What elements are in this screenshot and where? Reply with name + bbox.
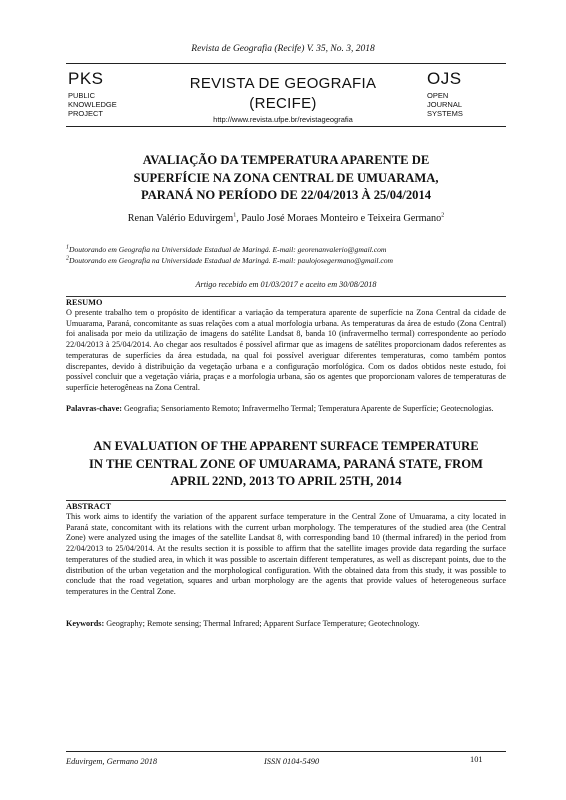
affiliation-2-text: Doutorando em Geografia na Universidade Estadual de Maringá. E-mail: paulojosegermano@gmail.com — [69, 256, 393, 265]
pkp-logo-line: PROJECT — [68, 109, 104, 118]
ojs-logo-text: OJS — [427, 69, 462, 88]
abstract-body — [66, 512, 506, 598]
resumo-top-rule — [66, 296, 506, 297]
abstract-heading: ABSTRACT — [66, 502, 112, 511]
article-title-en — [66, 438, 506, 491]
ojs-logo-line: SYSTEMS — [427, 109, 463, 118]
article-title-pt — [66, 152, 506, 205]
journal-name — [160, 74, 406, 114]
header-bottom-rule — [66, 126, 506, 127]
abstract-top-rule — [66, 500, 506, 501]
resumo-keywords — [66, 404, 506, 415]
resumo-keywords-text: Geografia; Sensoriamento Remoto; Infravermelho Termal; Temperatura Aparente de Superfície; Geotecnologias. — [121, 404, 494, 413]
footer-rule — [66, 751, 506, 752]
authors-line — [66, 213, 506, 224]
abstract-keywords-label: Keywords: — [66, 619, 105, 628]
title-pt-line: AVALIAÇÃO DA TEMPERATURA APARENTE DE — [142, 153, 430, 167]
resumo-keywords-label: Palavras-chave: — [66, 404, 122, 413]
author-2: , Paulo José Moraes Monteiro e Teixeira Germano — [236, 213, 442, 224]
affiliation-1-sup: 1 — [66, 244, 69, 251]
pkp-logo — [68, 70, 117, 118]
title-en-line: AN EVALUATION OF THE APPARENT SURFACE TEMPERATURE — [93, 439, 479, 453]
abstract-keywords-text: Geography; Remote sensing; Thermal Infrared; Apparent Surface Temperature; Geotechnology. — [104, 619, 420, 628]
abstract-text: This work aims to identify the variation of the apparent surface temperature in the Central Zone of Umuarama, a city located in Paraná state, concomitant with its relations with the current urban morphology. The temperatures of the studied area (the Central Zone) were analyzed using the images of the satellite Landsat 8, with corresponding band 10 (thermal infrared) in the period from 22/04/2013 to 25/04/2014. At the results section it is possible to affirm that the satellite images provide data regarding the surface temperatures of the studied area, in which it was possible to ascertain different temperatures, as well as discrepant points, due to the distribution of the urban vegetation and the morphological configuration. With the obtained data from this study, it was possible to conclude that the road vegetation, squares and urban morphology are the agents that provide values of heterogeneous surface temperatures in the Central Zone. — [66, 512, 506, 596]
author-2-sup: 2 — [441, 212, 445, 219]
pkp-logo-line: PUBLIC — [68, 91, 96, 100]
ojs-logo-line: JOURNAL — [427, 100, 463, 109]
affiliation-1-text: Doutorando em Geografia na Universidade Estadual de Maringá. E-mail: georenanvalerio@gmail.com — [69, 245, 387, 254]
resumo-text: O presente trabalho tem o propósito de identificar a variação da temperatura aparente de superfície na Zona Central da cidade de Umuarama, Paraná, concomitante as suas relações com a atual morfologia urbana. As temperaturas da área de estudo (Zona Central) foi analisada por meio da utilização de imagens do satélite Landsat 8, banda 10 (infravermelho termal) correspondente ao período 22/04/2013 à 25/04/2014. Ao chegar aos resultados é possível afirmar que as imagens de satélites proporcionam dados referentes as temperaturas de superfícies da área estudada, na qual foi possível averiguar diferentes temperaturas, como também pontos discrepantes, devido à distribuição da vegetação urbana e a configuração morfológica. Com os dados obtidos neste estudo, foi possível concluir que a vegetação viária, praças e a morfologia urbana, são os agentes que proporcionam valores de temperaturas de superfície heterogêneas na Zona Central. — [66, 308, 506, 392]
abstract-keywords — [66, 619, 506, 630]
pkp-logo-line: KNOWLEDGE — [68, 100, 117, 109]
title-en-line: IN THE CENTRAL ZONE OF UMUARAMA, PARANÁ STATE, FROM — [89, 456, 483, 471]
resumo-body — [66, 308, 506, 394]
title-pt-line: SUPERFÍCIE NA ZONA CENTRAL DE UMUARAMA, — [133, 170, 439, 185]
affiliation-2-sup: 2 — [66, 255, 69, 262]
affiliation-2 — [66, 256, 506, 266]
resumo-heading: RESUMO — [66, 298, 103, 307]
journal-name-line1: REVISTA DE GEOGRAFIA — [189, 75, 377, 92]
received-date: Artigo recebido em 01/03/2017 e aceito em 30/08/2018 — [195, 280, 377, 289]
ojs-logo — [427, 70, 463, 118]
page-number: 101 — [470, 755, 483, 764]
title-en-line: APRIL 22ND, 2013 TO APRIL 25TH, 2014 — [170, 474, 402, 488]
affiliation-1 — [66, 245, 506, 255]
title-pt-line: PARANÁ NO PERÍODO DE 22/04/2013 À 25/04/2014 — [140, 188, 432, 202]
header-top-rule — [66, 63, 506, 64]
journal-name-line2: (RECIFE) — [249, 95, 317, 112]
journal-url[interactable]: http://www.revista.ufpe.br/revistageografia — [213, 115, 353, 124]
author-1-sup: 1 — [233, 212, 237, 219]
journal-citation: Revista de Geografia (Recife) V. 35, No. 3, 2018 — [191, 44, 375, 54]
ojs-logo-line: OPEN — [427, 91, 449, 100]
author-1: Renan Valério Eduvirgem — [127, 213, 234, 224]
pkp-logo-text: PKS — [68, 69, 104, 88]
footer-authors: Eduvirgem, Germano 2018 — [66, 757, 158, 766]
footer-issn: ISSN 0104-5490 — [264, 757, 320, 766]
